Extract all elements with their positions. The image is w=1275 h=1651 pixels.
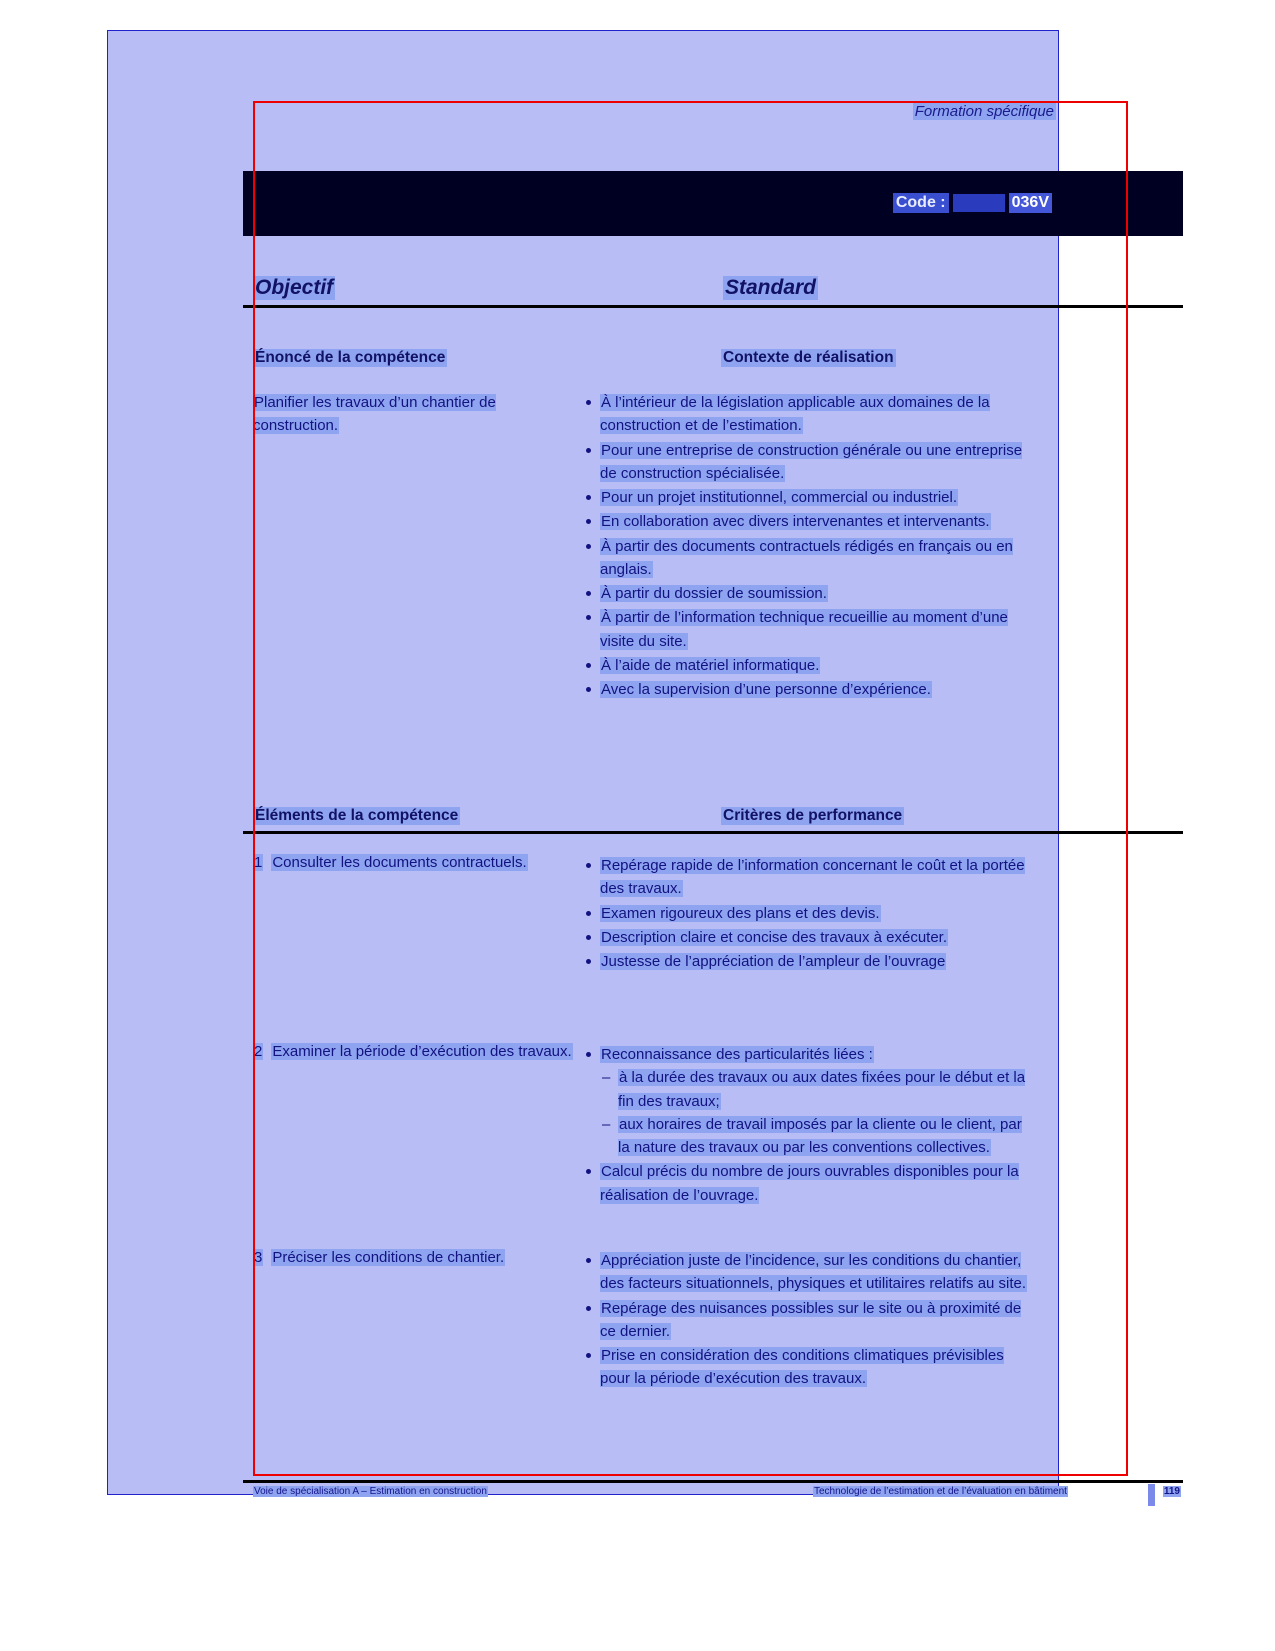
- list-item: Appréciation juste de l’incidence, sur les conditions du chantier, des facteurs situationnels, physiques et utilitaires relatifs au site.: [578, 1249, 1028, 1296]
- element-text: Examiner la période d’exécution des travaux.: [272, 1043, 572, 1060]
- list-item: Description claire et concise des travaux à exécuter.: [578, 926, 1028, 949]
- code-field: [893, 193, 1052, 213]
- criteres-heading: Critères de performance: [723, 807, 903, 824]
- standard-title: Standard: [725, 276, 817, 299]
- list-item: À l’aide de matériel informatique.: [578, 654, 1028, 677]
- document-page: [107, 30, 1180, 1497]
- list-item: Pour une entreprise de construction générale ou une entreprise de construction spécialisée.: [578, 439, 1028, 486]
- footer-left: Voie de spécialisation A – Estimation en construction: [254, 1486, 487, 1497]
- footer-center: Technologie de l’estimation et de l’évaluation en bâtiment: [814, 1486, 1067, 1497]
- element-row-3: [253, 1249, 583, 1266]
- list-item: Pour un projet institutionnel, commercial ou industriel.: [578, 486, 1028, 509]
- list-item: Examen rigoureux des plans et des devis.: [578, 902, 1028, 925]
- list-item: À partir de l’information technique recueillie au moment d’une visite du site.: [578, 606, 1028, 653]
- footer-page-number: 119: [1163, 1486, 1180, 1497]
- enonce-text-block: [253, 391, 573, 438]
- element-row-1: [253, 854, 583, 871]
- list-item: Repérage rapide de l’information concernant le coût et la portée des travaux.: [578, 854, 1028, 901]
- element-number: 2: [254, 1043, 263, 1060]
- element-text: Consulter les documents contractuels.: [272, 854, 527, 871]
- elements-heading: Éléments de la compétence: [255, 807, 459, 824]
- divider-bottom: [243, 1480, 1183, 1483]
- enonce-text: Planifier les travaux d’un chantier de construction.: [253, 394, 496, 435]
- footer-marker: [1148, 1484, 1155, 1506]
- list-item: À l’intérieur de la législation applicable aux domaines de la construction et de l’estimation.: [578, 391, 1028, 438]
- list-item: Repérage des nuisances possibles sur le site ou à proximité de ce dernier.: [578, 1297, 1028, 1344]
- list-item: Avec la supervision d’une personne d’expérience.: [578, 678, 1028, 701]
- code-value: 036V: [1009, 193, 1052, 213]
- element-number: 3: [254, 1249, 263, 1266]
- code-label: Code :: [893, 193, 949, 213]
- criteria-list-1: [578, 854, 1028, 974]
- header-formation-specifique: Formation spécifique: [914, 103, 1054, 120]
- element-text: Préciser les conditions de chantier.: [272, 1249, 505, 1266]
- page-footer: [253, 1486, 1183, 1504]
- list-item: À partir du dossier de soumission.: [578, 582, 1028, 605]
- sub-list-item: – aux horaires de travail imposés par la cliente ou le client, par la nature des travaux ou par les conventions collectives.: [600, 1113, 1028, 1160]
- criteria-list-3: [578, 1249, 1028, 1392]
- list-item: Prise en considération des conditions climatiques prévisibles pour la période d’exécution des travaux.: [578, 1344, 1028, 1391]
- list-item: À partir des documents contractuels rédigés en français ou en anglais.: [578, 535, 1028, 582]
- list-item: Reconnaissance des particularités liées : – à la durée des travaux ou aux dates fixées pour le début et la fin des travaux; – aux horaires de travail imposés par la cliente ou le client, par la nature des travaux ou par les conventions collectives.: [578, 1043, 1028, 1159]
- sub-list-item: – à la durée des travaux ou aux dates fixées pour le début et la fin des travaux;: [600, 1066, 1028, 1113]
- code-spacer: [953, 194, 1005, 212]
- enonce-heading: Énoncé de la compétence: [255, 349, 446, 366]
- element-number: 1: [254, 854, 263, 871]
- criteria-list-2: [578, 1043, 1028, 1208]
- element-row-2: [253, 1043, 583, 1060]
- list-item: En collaboration avec divers intervenantes et intervenants.: [578, 510, 1028, 533]
- sub-list: [600, 1066, 1028, 1159]
- contexte-heading: Contexte de réalisation: [723, 349, 894, 366]
- objectif-standard-row: [253, 276, 1183, 302]
- divider-middle: [243, 831, 1183, 834]
- list-item: Calcul précis du nombre de jours ouvrables disponibles pour la réalisation de l’ouvrage.: [578, 1160, 1028, 1207]
- contexte-list: [578, 391, 1028, 702]
- list-item: Justesse de l’appréciation de l’ampleur de l’ouvrage: [578, 950, 1028, 973]
- divider-top: [243, 305, 1183, 308]
- objectif-title: Objectif: [255, 276, 334, 299]
